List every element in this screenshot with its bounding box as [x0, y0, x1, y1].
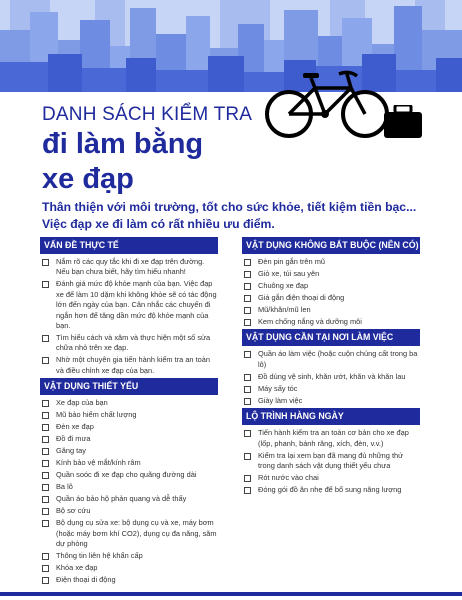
checklist-item[interactable] [40, 279, 218, 331]
checklist-item[interactable] [40, 446, 218, 456]
checklist-item-text: Tiến hành kiểm tra an toàn cơ bản cho xe đạp (lốp, phanh, bánh răng, xích, đèn, v.v.) [258, 428, 409, 448]
checkbox-icon[interactable] [244, 283, 251, 290]
checklist-item[interactable] [242, 485, 420, 495]
checkbox-icon[interactable] [42, 565, 49, 572]
checklist-item-text: Kiểm tra lại xem bạn đã mang đủ những thứ trong danh sách vật dụng thiết yếu chưa [258, 450, 404, 471]
checklist-item[interactable] [40, 398, 218, 408]
checklist-at-work [242, 349, 420, 406]
briefcase-illustration [383, 105, 423, 144]
checklist-item[interactable] [40, 575, 218, 585]
checklist-item[interactable] [242, 349, 420, 370]
checklist-item-text: Kính bảo vệ mắt/kính râm [56, 458, 141, 468]
checkbox-icon[interactable] [244, 271, 251, 278]
subtitle-line-1: Thân thiện với môi trường, tốt cho sức khỏe, tiết kiệm tiền bạc... [42, 200, 417, 214]
checklist-item[interactable] [40, 458, 218, 468]
title-line-2: đi làm bằng [42, 128, 204, 160]
checklist-item-text: Giá gắn điện thoại di động [258, 293, 345, 302]
checklist-item[interactable] [242, 372, 420, 382]
checklist-item-text: Đồ dùng vệ sinh, khăn ướt, khăn và khăn lau [258, 371, 406, 381]
checklist-item-text: Giày làm việc [258, 395, 303, 405]
checkbox-icon[interactable] [42, 424, 49, 431]
checklist-item[interactable] [242, 428, 420, 449]
checklist-item[interactable] [242, 396, 420, 406]
checkbox-icon[interactable] [244, 319, 251, 326]
checklist-item-text: Đóng gói đồ ăn nhẹ để bổ sung năng lượng [258, 485, 402, 495]
section-heading-facts: VẤN ĐỀ THỰC TẾ [40, 237, 218, 254]
subtitle-line-2: Việc đạp xe đi làm có rất nhiều ưu điểm. [42, 217, 275, 231]
section-heading-essentials: VẬT DỤNG THIẾT YẾU [40, 378, 218, 395]
checklist-item-text: Găng tay [56, 446, 86, 456]
checklist-item-text: Tìm hiểu cách và xăm và thực hiện một số sửa chữa nhỏ trên xe đạp. [56, 333, 211, 353]
checklist-daily [242, 428, 420, 495]
checkbox-icon[interactable] [42, 448, 49, 455]
checklist-item-text: Quần áo bảo hộ phản quang và dễ thấy [56, 494, 187, 504]
checkbox-icon[interactable] [244, 295, 251, 302]
checklist-item-text: Đèn xe đạp [56, 422, 94, 432]
briefcase-icon [383, 105, 423, 139]
checklist-item[interactable] [40, 563, 218, 573]
checklist-item-text: Chuông xe đạp [258, 281, 309, 290]
checklist-item[interactable] [40, 257, 218, 278]
checklist-item-text: Nắm rõ các quy tắc khi đi xe đạp trên đường. Nếu bạn chưa biết, hãy tìm hiểu nhanh! [56, 257, 205, 277]
checklist-item[interactable] [40, 482, 218, 492]
checklist-item[interactable] [242, 473, 420, 483]
checkbox-icon[interactable] [42, 553, 49, 560]
checklist-item[interactable] [40, 422, 218, 432]
checklist-item-text: Đồ đi mưa [56, 434, 91, 444]
right-column [242, 237, 420, 497]
checkbox-icon[interactable] [42, 335, 49, 342]
checklist-item-text: Điện thoại di động [56, 575, 116, 585]
checklist-item[interactable] [242, 257, 420, 267]
section-heading-at-work: VẬT DỤNG CẦN TẠI NƠI LÀM VIỆC [242, 329, 420, 346]
checklist-facts [40, 257, 218, 376]
checklist-item[interactable] [242, 317, 420, 327]
checklist-item[interactable] [40, 494, 218, 504]
checklist-item[interactable] [40, 333, 218, 354]
checklist-item-text: Quần áo làm việc (hoặc cuộn chúng cất trong ba lô) [258, 349, 418, 369]
footer-bar [0, 592, 462, 596]
checklist-item[interactable] [40, 355, 218, 376]
title-line-3: xe đạp [42, 163, 134, 195]
checklist-item-text: Bộ sơ cứu [56, 506, 91, 516]
checklist-item[interactable] [40, 434, 218, 444]
checklist-item-text: Nhờ một chuyên gia tiến hành kiểm tra an toàn và điều chỉnh xe đạp của bạn. [56, 355, 210, 375]
checklist-essentials [40, 398, 218, 585]
checklist-item-text: Mũ/khăn/mũ len [258, 305, 311, 314]
left-column [40, 237, 218, 587]
checklist-item-text: Giỏ xe, túi sau yên [258, 269, 320, 278]
checklist-item[interactable] [40, 410, 218, 420]
checkbox-icon[interactable] [42, 460, 49, 467]
checklist-item-text: Ba lô [56, 482, 73, 492]
checklist-item[interactable] [242, 293, 420, 303]
checkbox-icon[interactable] [244, 386, 251, 393]
checkbox-icon[interactable] [42, 259, 49, 266]
checkbox-icon[interactable] [244, 259, 251, 266]
checkbox-icon[interactable] [42, 400, 49, 407]
checklist-item[interactable] [40, 506, 218, 516]
checkbox-icon[interactable] [244, 398, 251, 405]
checkbox-icon[interactable] [244, 430, 251, 437]
checklist-item-text: Khóa xe đạp [56, 563, 98, 573]
checklist-item[interactable] [40, 470, 218, 480]
checklist-optional [242, 257, 420, 327]
checkbox-icon[interactable] [244, 453, 251, 460]
checkbox-icon[interactable] [42, 508, 49, 515]
checkbox-icon[interactable] [244, 307, 251, 314]
checklist-item[interactable] [242, 269, 420, 279]
checkbox-icon[interactable] [42, 357, 49, 364]
checkbox-icon[interactable] [42, 436, 49, 443]
checklist-item-text: Quần soóc đi xe đạp cho quãng đường dài [56, 470, 197, 480]
checkbox-icon[interactable] [42, 472, 49, 479]
checkbox-icon[interactable] [42, 484, 49, 491]
checklist-item-text: Rót nước vào chai [258, 473, 319, 483]
checklist-item[interactable] [242, 281, 420, 291]
checkbox-icon[interactable] [42, 281, 49, 288]
checkbox-icon[interactable] [42, 577, 49, 584]
checkbox-icon[interactable] [244, 374, 251, 381]
checkbox-icon[interactable] [42, 520, 49, 527]
checklist-item-text: Mũ bảo hiểm chất lượng [56, 410, 137, 420]
checkbox-icon[interactable] [244, 487, 251, 494]
checklist-item-text: Xe đạp của bạn [56, 398, 108, 408]
checklist-item[interactable] [242, 384, 420, 394]
checklist-item-text: Thông tin liên hệ khẩn cấp [56, 551, 143, 561]
checkbox-icon[interactable] [42, 496, 49, 503]
checklist-item-text: Đèn pin gắn trên mũ [258, 257, 325, 266]
checklist-item[interactable] [242, 451, 420, 472]
section-heading-optional: VẬT DỤNG KHÔNG BẮT BUỘC (NÊN CÓ) [242, 237, 420, 254]
section-heading-daily: LỘ TRÌNH HÀNG NGÀY [242, 408, 420, 425]
checklist-item-text: Đánh giá mức độ khỏe mạnh của bạn. Việc đạp xe để làm 10 dặm khi không khỏe sẽ có tác động lớn đến ngày của bạn. Cân nhắc các chuyến đi ngắn hơn để tăng dần mức độ khỏe mạnh của bạn. [56, 279, 217, 331]
checkbox-icon[interactable] [244, 475, 251, 482]
title-line-1: DANH SÁCH KIỂM TRA [42, 104, 253, 125]
checkbox-icon[interactable] [244, 351, 251, 358]
checklist-item[interactable] [242, 305, 420, 315]
checklist-item[interactable] [40, 551, 218, 561]
checklist-item-text: Bộ dụng cụ sửa xe: bộ dụng cụ và xe, máy bơm (hoặc máy bơm khí CO2), dụng cụ đa năng, săm dự phòng [56, 518, 217, 549]
subtitle [42, 199, 442, 233]
checklist-item[interactable] [40, 518, 218, 549]
checklist-item-text: Kem chống nắng và dưỡng môi [258, 317, 362, 326]
checklist-item-text: Máy sấy tóc [258, 383, 298, 393]
checkbox-icon[interactable] [42, 412, 49, 419]
